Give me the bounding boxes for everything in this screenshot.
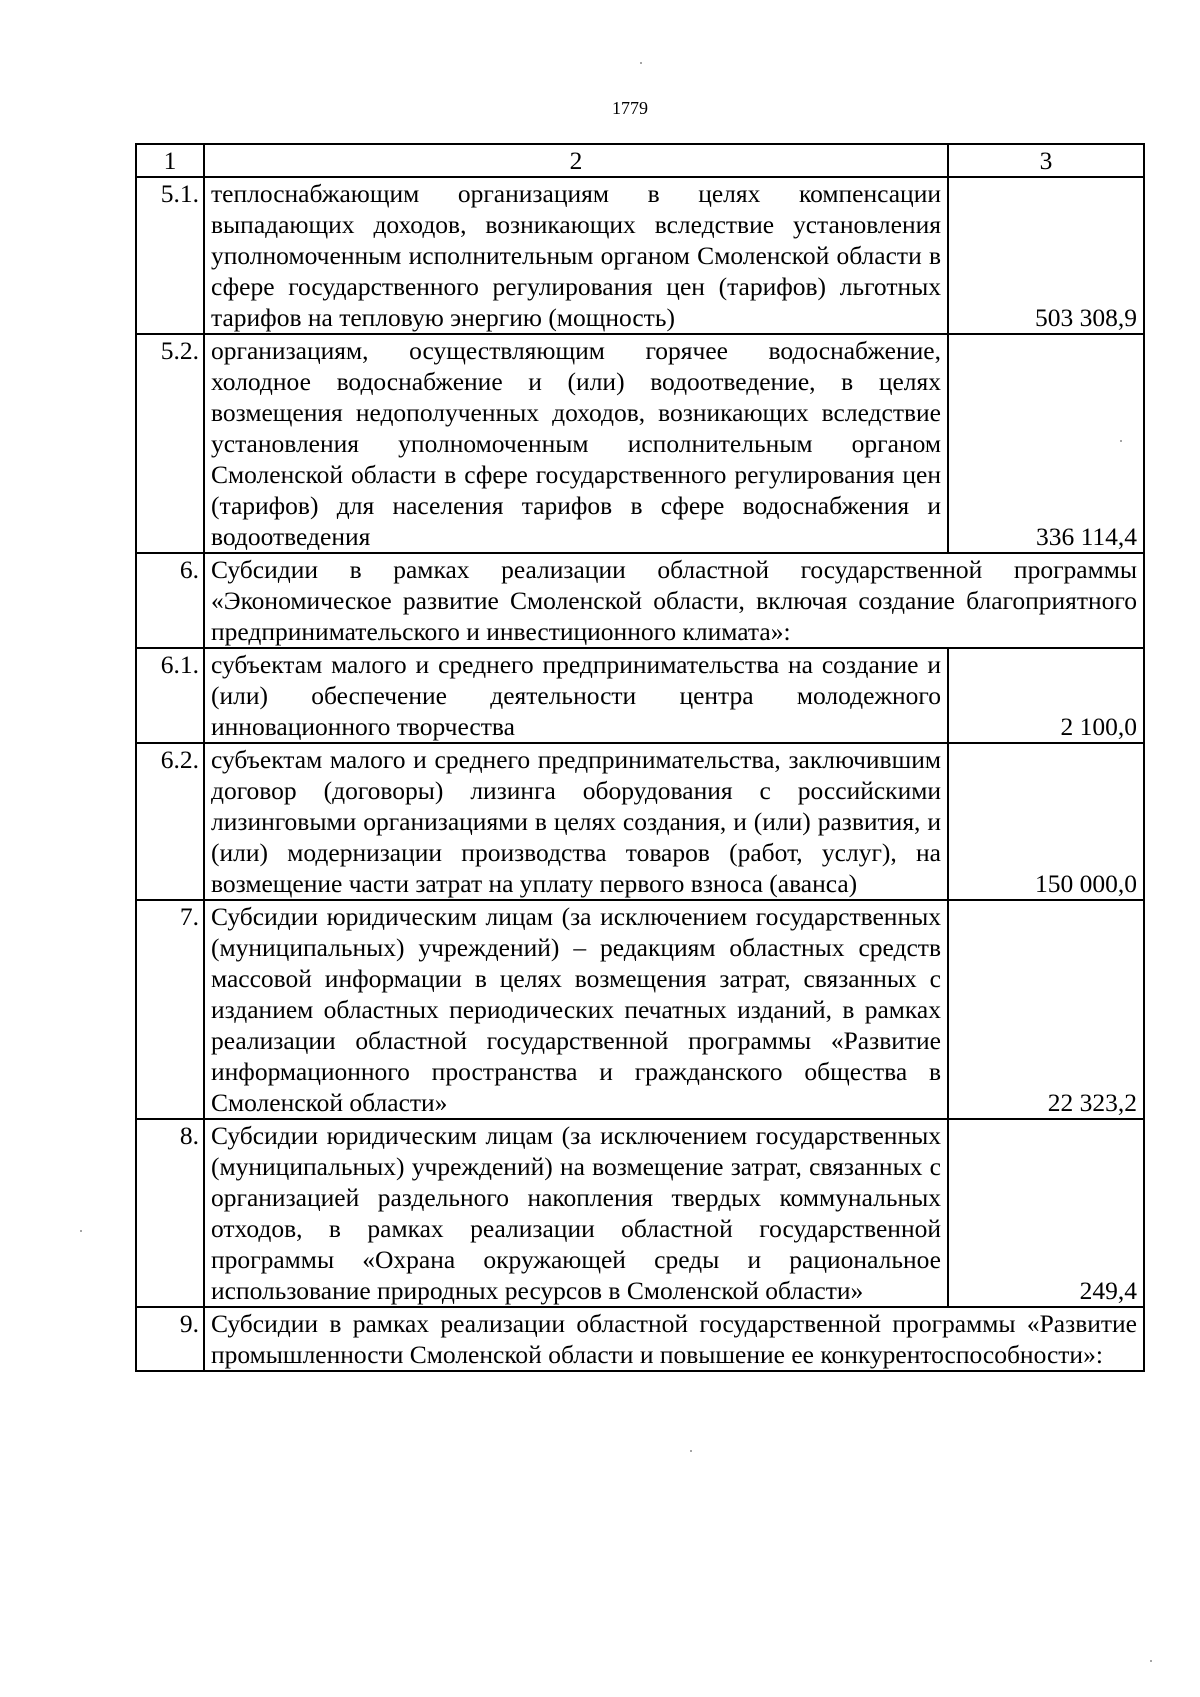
row-description: субъектам малого и среднего предпринимательства, заключившим договор (договоры) лизинга оборудования с российскими лизинговыми организациями в целях создания, и (или) развития, и (или) модернизации производства товаров (работ, услуг), на возмещение части затрат на уплату первого взноса (аванса) bbox=[204, 743, 948, 900]
row-number: 5.2. bbox=[136, 334, 204, 553]
table-row-section bbox=[136, 553, 1144, 648]
row-description: организациям, осуществляющим горячее водоснабжение, холодное водоснабжение и (или) водоотведение, в целях возмещения недополученных доходов, возникающих вследствие установления уполномоченным исполнительным органом Смоленской области в сфере государственного регулирования цен (тарифов) для населения тарифов в сфере водоснабжения и водоотведения bbox=[204, 334, 948, 553]
table-row bbox=[136, 648, 1144, 743]
row-amount: 249,4 bbox=[948, 1119, 1144, 1307]
scan-speck bbox=[80, 1230, 82, 1232]
table-row bbox=[136, 743, 1144, 900]
row-number: 6.1. bbox=[136, 648, 204, 743]
row-description: субъектам малого и среднего предпринимательства на создание и (или) обеспечение деятельности центра молодежного инновационного творчества bbox=[204, 648, 948, 743]
row-number: 5.1. bbox=[136, 177, 204, 334]
row-amount: 2 100,0 bbox=[948, 648, 1144, 743]
row-number: 6. bbox=[136, 553, 204, 648]
header-col-3: 3 bbox=[948, 144, 1144, 177]
row-number: 7. bbox=[136, 900, 204, 1119]
budget-table bbox=[135, 143, 1145, 1372]
table-row bbox=[136, 334, 1144, 553]
row-amount: 22 323,2 bbox=[948, 900, 1144, 1119]
header-col-1: 1 bbox=[136, 144, 204, 177]
row-number: 6.2. bbox=[136, 743, 204, 900]
scan-speck bbox=[1120, 440, 1122, 442]
table-row bbox=[136, 1119, 1144, 1307]
page-number: 1779 bbox=[612, 98, 648, 118]
row-description: теплоснабжающим организациям в целях компенсации выпадающих доходов, возникающих вследствие установления уполномоченным исполнительным органом Смоленской области в сфере государственного регулирования цен (тарифов) льготных тарифов на тепловую энергию (мощность) bbox=[204, 177, 948, 334]
scan-speck bbox=[640, 62, 642, 64]
row-amount: 150 000,0 bbox=[948, 743, 1144, 900]
row-description: Субсидии юридическим лицам (за исключением государственных (муниципальных) учреждений) на возмещение затрат, связанных с организацией раздельного накопления твердых коммунальных отходов, в рамках реализации областной государственной программы «Охрана окружающей среды и рациональное использование природных ресурсов в Смоленской области» bbox=[204, 1119, 948, 1307]
table-row-section bbox=[136, 1307, 1144, 1371]
row-description: Субсидии в рамках реализации областной государственной программы «Экономическое развитие Смоленской области, включая создание благоприятного предпринимательского и инвестиционного климата»: bbox=[204, 553, 1144, 648]
row-description: Субсидии юридическим лицам (за исключением государственных (муниципальных) учреждений) – редакциям областных средств массовой информации в целях возмещения затрат, связанных с изданием областных периодических печатных изданий, в рамках реализации областной государственной программы «Развитие информационного пространства и гражданского общества в Смоленской области» bbox=[204, 900, 948, 1119]
scan-speck bbox=[1150, 1660, 1152, 1662]
row-number: 8. bbox=[136, 1119, 204, 1307]
row-description: Субсидии в рамках реализации областной государственной программы «Развитие промышленности Смоленской области и повышение ее конкурентоспособности»: bbox=[204, 1307, 1144, 1371]
header-col-2: 2 bbox=[204, 144, 948, 177]
scan-speck bbox=[690, 1450, 692, 1452]
table-row bbox=[136, 177, 1144, 334]
table-header-row bbox=[136, 144, 1144, 177]
row-number: 9. bbox=[136, 1307, 204, 1371]
row-amount: 503 308,9 bbox=[948, 177, 1144, 334]
table-row bbox=[136, 900, 1144, 1119]
row-amount: 336 114,4 bbox=[948, 334, 1144, 553]
